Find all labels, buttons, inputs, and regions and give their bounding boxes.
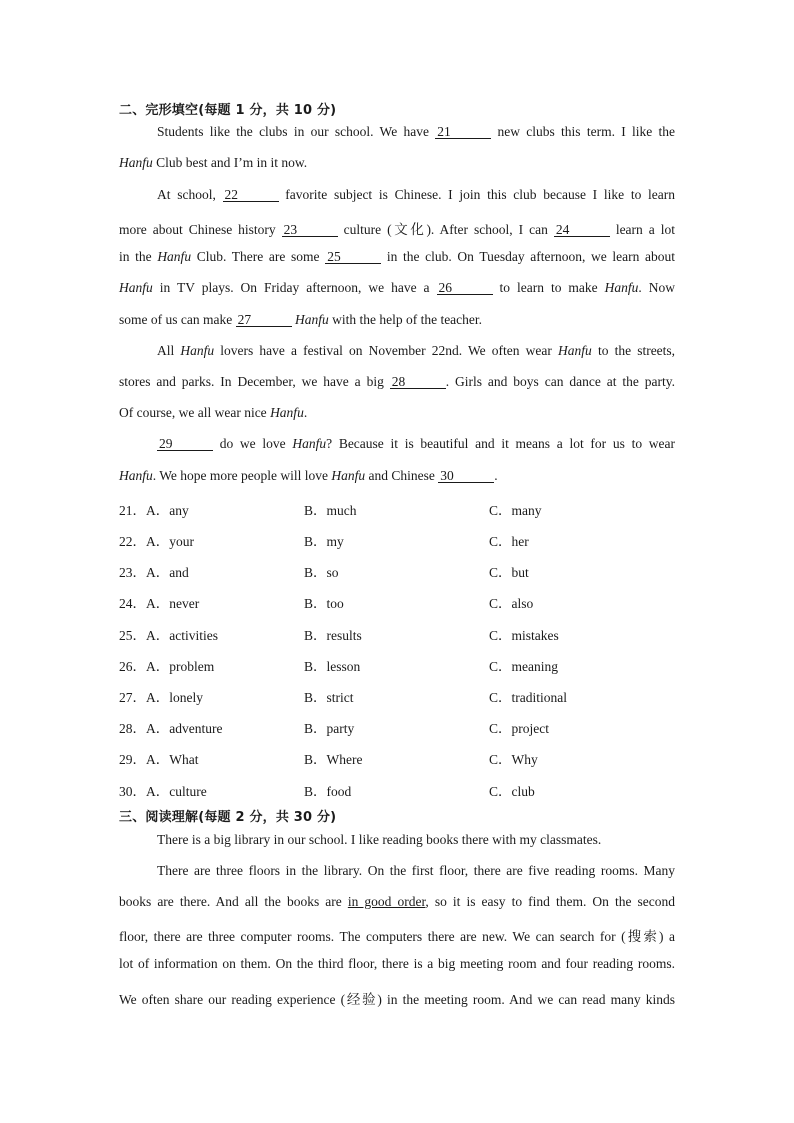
question-28 bbox=[119, 717, 222, 737]
question-number: 23． bbox=[119, 565, 146, 580]
passage-line bbox=[157, 343, 675, 359]
passage-text: All bbox=[157, 343, 175, 358]
passage-text: stores and parks. In December, we have a big bbox=[119, 374, 384, 389]
option-c[interactable]: C．meaning bbox=[489, 659, 558, 674]
question-24 bbox=[119, 592, 199, 612]
passage-text: favorite subject is Chinese. I join this club because I like to learn bbox=[285, 187, 676, 202]
question-25 bbox=[119, 624, 218, 644]
passage-text: Students like the clubs in our school. We have bbox=[157, 124, 429, 139]
option-a[interactable]: A．problem bbox=[146, 659, 215, 674]
option-a[interactable]: A．lonely bbox=[146, 690, 203, 705]
option-c[interactable]: C．mistakes bbox=[489, 628, 559, 643]
option-a[interactable]: A．What bbox=[146, 752, 199, 767]
option-c[interactable]: C．her bbox=[489, 534, 529, 549]
passage-line bbox=[119, 374, 675, 390]
passage-text: some of us can make bbox=[119, 312, 233, 327]
option-a[interactable]: A．your bbox=[146, 534, 194, 549]
passage-text: At school, bbox=[157, 187, 216, 202]
question-number: 26． bbox=[119, 659, 146, 674]
passage-text: Hanfu bbox=[180, 343, 215, 358]
passage-text: . Now bbox=[638, 280, 676, 295]
option-c[interactable]: C．but bbox=[489, 565, 529, 580]
option-a[interactable]: A．activities bbox=[146, 628, 218, 643]
reading-line bbox=[119, 894, 675, 910]
blank-30[interactable]: 30 bbox=[438, 469, 494, 483]
passage-text: do we love bbox=[219, 436, 286, 451]
passage-text: with the help of the teacher. bbox=[332, 312, 483, 327]
passage-line bbox=[157, 436, 675, 452]
passage-text: Hanfu bbox=[331, 468, 366, 483]
question-number: 29． bbox=[119, 752, 146, 767]
passage-text: and Chinese bbox=[368, 468, 435, 483]
option-b[interactable]: B．lesson bbox=[304, 659, 361, 674]
passage-text: . We hope more people will love bbox=[152, 468, 328, 483]
question-21 bbox=[119, 499, 189, 519]
passage-text: Hanfu bbox=[292, 436, 327, 451]
passage-text: Hanfu bbox=[119, 155, 153, 170]
question-number: 25． bbox=[119, 628, 146, 643]
option-a[interactable]: A．adventure bbox=[146, 721, 223, 736]
question-number: 27． bbox=[119, 690, 146, 705]
option-b[interactable]: B．so bbox=[304, 565, 339, 580]
passage-text: to learn to make bbox=[499, 280, 598, 295]
blank-24[interactable]: 24 bbox=[554, 223, 610, 237]
passage-line bbox=[119, 468, 675, 484]
passage-text: Hanfu bbox=[157, 249, 192, 264]
passage-text: . bbox=[303, 405, 308, 420]
passage-text: Hanfu bbox=[119, 280, 153, 295]
passage-text: Hanfu bbox=[558, 343, 592, 358]
passage-line bbox=[119, 312, 675, 328]
passage-line bbox=[119, 280, 675, 296]
reading-line: We often share our reading experience (经验) in the meeting room. And we can read many kinds bbox=[119, 992, 675, 1007]
passage-line bbox=[157, 124, 675, 140]
option-c[interactable]: C．also bbox=[489, 596, 534, 611]
passage-text: ? Because it is beautiful and it means a lot for us to wear bbox=[326, 436, 676, 451]
question-30 bbox=[119, 780, 207, 800]
reading-text: , so it is easy to find them. On the second bbox=[425, 894, 676, 909]
reading-line: floor, there are three computer rooms. The computers there are new. We can search for (搜索) a bbox=[119, 929, 675, 944]
blank-28[interactable]: 28 bbox=[390, 375, 446, 389]
passage-text: culture (文化). After school, I can bbox=[343, 222, 548, 237]
passage-text: learn a lot bbox=[615, 222, 676, 237]
passage-text: in the bbox=[119, 249, 152, 264]
blank-27[interactable]: 27 bbox=[236, 313, 292, 327]
question-number: 30． bbox=[119, 784, 146, 799]
reading-line: There is a big library in our school. I like reading books there with my classmates. bbox=[157, 832, 602, 847]
reading-line: There are three floors in the library. On the first floor, there are five reading rooms. Many bbox=[157, 863, 675, 878]
passage-line bbox=[157, 187, 675, 203]
passage-text: Hanfu bbox=[270, 405, 304, 420]
section-title-cloze: 二、完形填空(每题 1 分，共 10 分) bbox=[119, 103, 337, 118]
option-b[interactable]: B．strict bbox=[304, 690, 354, 705]
passage-line bbox=[119, 249, 675, 265]
passage-text: more about Chinese history bbox=[119, 222, 276, 237]
blank-25[interactable]: 25 bbox=[325, 250, 381, 264]
blank-26[interactable]: 26 bbox=[437, 281, 493, 295]
option-b[interactable]: B．party bbox=[304, 721, 355, 736]
option-c[interactable]: C．Why bbox=[489, 752, 538, 767]
option-a[interactable]: A．culture bbox=[146, 784, 207, 799]
passage-text: new clubs this term. I like the bbox=[497, 124, 676, 139]
passage-text: Club best and I’m in it now. bbox=[156, 155, 308, 170]
blank-29[interactable]: 29 bbox=[157, 437, 213, 451]
passage-line bbox=[119, 405, 675, 421]
question-number: 21． bbox=[119, 503, 146, 518]
passage-text: Hanfu bbox=[604, 280, 639, 295]
underlined-phrase: in good order bbox=[347, 894, 426, 909]
passage-text: Hanfu bbox=[119, 468, 153, 483]
option-a[interactable]: A．never bbox=[146, 596, 200, 611]
passage-text: Hanfu bbox=[294, 312, 329, 327]
option-c[interactable]: C．traditional bbox=[489, 690, 567, 705]
passage-text: Of course, we all wear nice bbox=[119, 405, 267, 420]
question-23 bbox=[119, 561, 189, 581]
question-22 bbox=[119, 530, 194, 550]
option-b[interactable]: B．results bbox=[304, 628, 362, 643]
question-29 bbox=[119, 748, 198, 768]
passage-text: in the club. On Tuesday afternoon, we learn about bbox=[386, 249, 676, 264]
option-a[interactable]: A．any bbox=[146, 503, 189, 518]
blank-23[interactable]: 23 bbox=[282, 223, 338, 237]
option-c[interactable]: C．project bbox=[489, 721, 549, 736]
passage-text: Club. There are some bbox=[196, 249, 320, 264]
passage-text: in TV plays. On Friday afternoon, we have a bbox=[159, 280, 430, 295]
question-number: 22． bbox=[119, 534, 146, 549]
question-26 bbox=[119, 655, 214, 675]
question-27 bbox=[119, 686, 203, 706]
option-b[interactable]: B．too bbox=[304, 596, 344, 611]
blank-21[interactable]: 21 bbox=[435, 125, 491, 139]
option-b[interactable]: B．my bbox=[304, 534, 344, 549]
option-c[interactable]: C．club bbox=[489, 784, 535, 799]
question-number: 24． bbox=[119, 596, 146, 611]
option-b[interactable]: B．much bbox=[304, 503, 357, 518]
passage-line bbox=[119, 218, 675, 238]
option-c[interactable]: C．many bbox=[489, 503, 542, 518]
passage-text: to the streets, bbox=[597, 343, 676, 358]
passage-text: lovers have a festival on November 22nd. We often wear bbox=[220, 343, 552, 358]
section-title-reading: 三、阅读理解(每题 2 分，共 30 分) bbox=[119, 810, 337, 825]
blank-22[interactable]: 22 bbox=[223, 188, 279, 202]
option-b[interactable]: B．food bbox=[304, 784, 352, 799]
passage-text: . bbox=[494, 468, 498, 483]
option-b[interactable]: B．Where bbox=[304, 752, 363, 767]
passage-text: . Girls and boys can dance at the party. bbox=[445, 374, 675, 389]
passage-line bbox=[119, 155, 675, 171]
question-number: 28． bbox=[119, 721, 146, 736]
reading-line: lot of information on them. On the third floor, there is a big meeting room and four reading rooms. bbox=[119, 956, 675, 971]
option-a[interactable]: A．and bbox=[146, 565, 189, 580]
reading-text: books are there. And all the books are bbox=[119, 894, 342, 909]
